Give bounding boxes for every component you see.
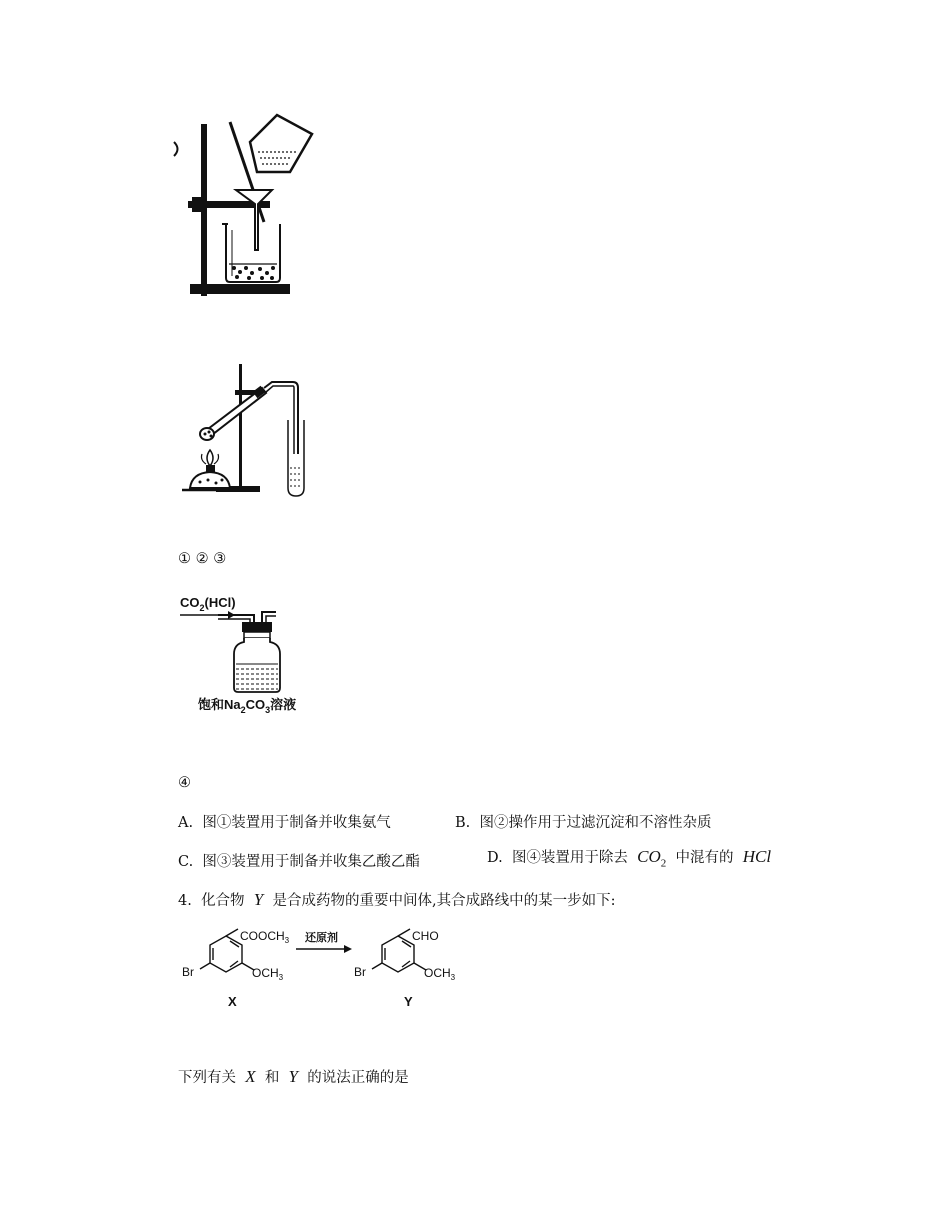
y-label: Y <box>404 994 413 1009</box>
filtration-apparatus-figure <box>172 112 322 304</box>
ester-apparatus-figure <box>180 358 320 498</box>
gas-label: $CO_2(HCl)$ <box>180 595 236 613</box>
option-a: A. 图①装置用于制备并收集氨气 <box>178 815 391 831</box>
reaction-scheme <box>178 922 458 1014</box>
option-d: D. 图④装置用于除去 $CO_2$ 中混有的 HCl <box>487 847 772 870</box>
x-methoxy-group: $OCH_3$ <box>252 966 284 982</box>
figure-circled-labels: ① ② ③ <box>178 551 227 567</box>
x-ester-group: $COOCH_3$ <box>240 929 290 945</box>
reagent-label: 还原剂 <box>305 932 338 944</box>
question-stem: 下列有关 X 和 Y 的说法正确的是 <box>178 1067 409 1086</box>
y-bromo: Br <box>354 965 366 979</box>
y-aldehyde-group: CHO <box>412 929 439 943</box>
y-methoxy-group: $OCH_3$ <box>424 966 456 982</box>
solution-label: 饱和$Na_2CO_3$溶液 <box>198 697 297 714</box>
option-c: C. 图③装置用于制备并收集乙酸乙酯 <box>178 854 420 870</box>
option-b: B. 图②操作用于过滤沉淀和不溶性杂质 <box>455 815 712 831</box>
x-label: X <box>228 994 237 1009</box>
co2-formula: $CO_2$ <box>637 847 667 870</box>
x-bromo: Br <box>182 965 194 979</box>
washing-bottle-figure <box>178 588 318 714</box>
question-4: 4. 化合物 Y 是合成药物的重要中间体,其合成路线中的某一步如下: <box>178 890 616 909</box>
figure-4-label: ④ <box>178 775 191 791</box>
hcl-formula: HCl <box>742 847 772 866</box>
